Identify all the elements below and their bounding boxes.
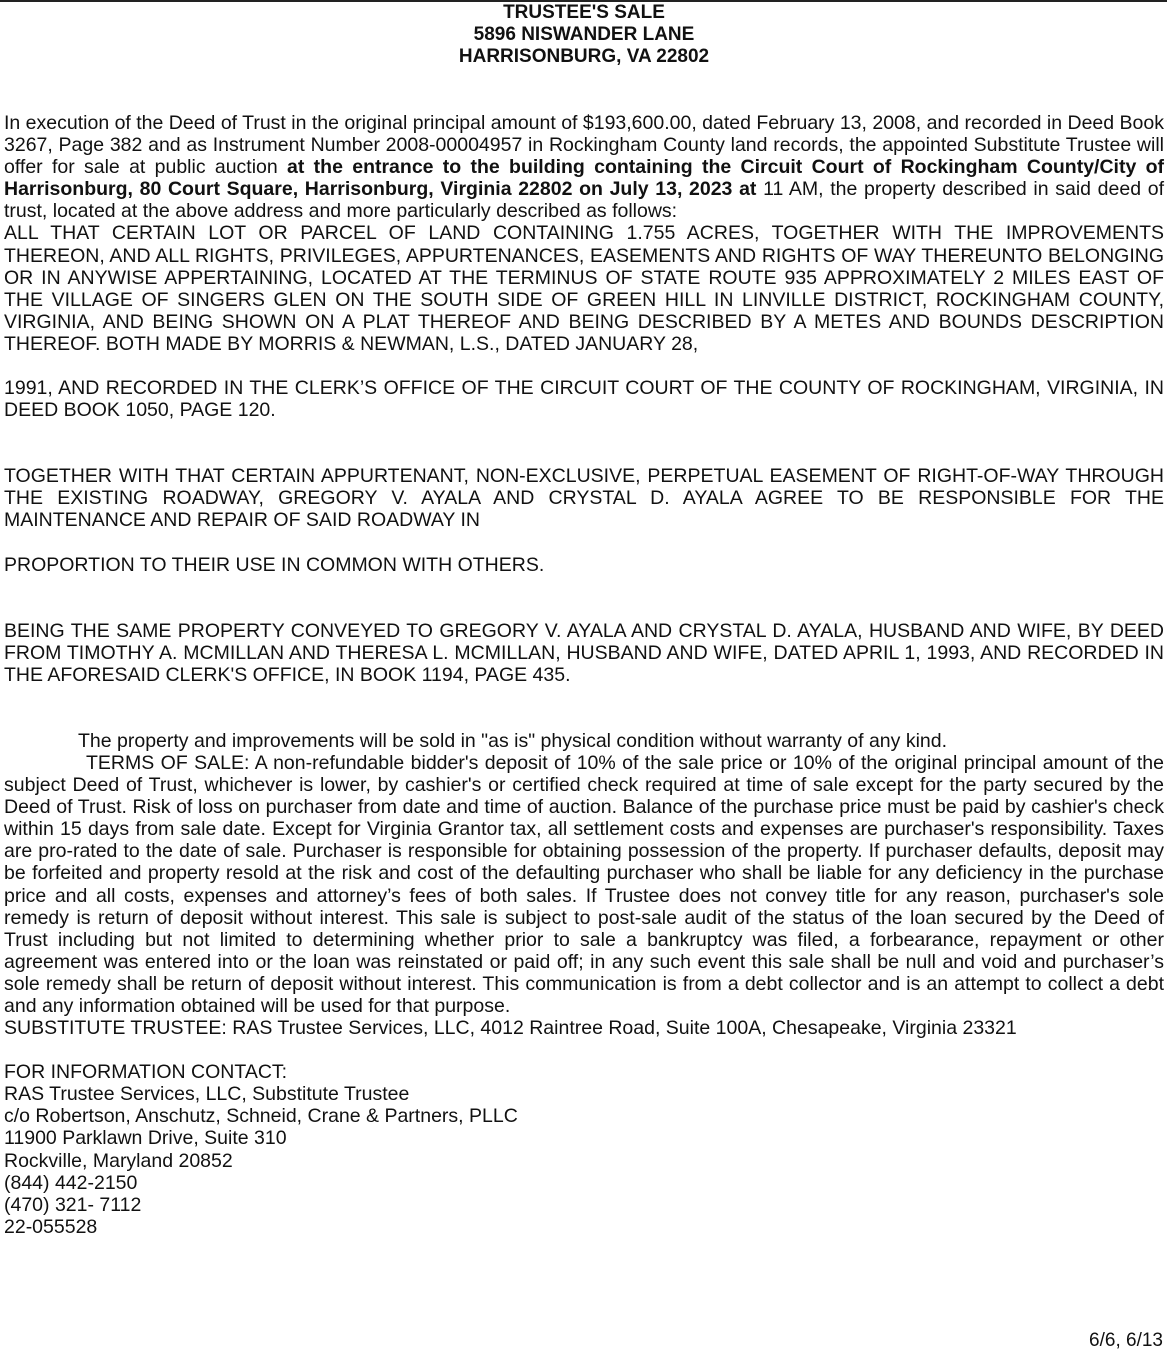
intro-paragraph [4,112,1164,222]
contact-street: 11900 Parklawn Drive, Suite 310 [4,1127,287,1150]
contact-city: Rockville, Maryland 20852 [4,1149,233,1172]
heading-title: TRUSTEE'S SALE [503,2,665,23]
notice-heading [4,2,1164,68]
terms-of-sale: TERMS OF SALE: A non-refundable bidder's deposit of 10% of the sale price or 10% of the original principal amount of the subject Deed of Trust, whichever is lower, by cashier's or certified check required at time of sale except for the party secured by the Deed of Trust. Risk of loss on purchaser from date and time of auction. Balance of the purchase price must be paid by cashier's check within 15 days from sale date. Except for Virginia Grantor tax, all settlement costs and expenses are purchaser's responsibility. Taxes are pro-rated to the date of sale. Purchaser is responsible for obtaining possession of the property. If purchaser defaults, deposit may be forfeited and property resold at the risk and cost of the defaulting purchaser who shall be liable for any deficiency in the purchase price and all costs, expenses and attorney’s fees of both sales. If Trustee does not convey title for any reason, purchaser's sole remedy is return of deposit without interest. This sale is subject to post-sale audit of the status of the loan secured by the Deed of Trust including but not limited to determining whether prior to sale a bankruptcy was filed, a forbearance, repayment or other agreement was entered into or the loan was reinstated or paid off; in any such event this sale shall be null and void and purchaser’s sole remedy shall be return of deposit without interest. This communication is from a debt collector and is an attempt to collect a debt and any information obtained will be used for that purpose. [4,751,1164,1017]
intro-sale-location: at the entrance to the building containing the Circuit Court of Rockingham County/City of Harrisonburg, 80 Court Square, Harrisonburg, Virginia 22802 on July 13, 2023 at [4,156,1164,201]
heading-city: HARRISONBURG, VA 22802 [458,46,710,67]
notice-page [4,0,1164,1238]
publication-dates: 6/6, 6/13 [1089,1330,1163,1351]
heading-street: 5896 NISWANDER LANE [473,24,695,45]
contact-care-of: c/o Robertson, Anschutz, Schneid, Crane & Partners, PLLC [4,1105,518,1128]
legal-description-2: 1991, AND RECORDED IN THE CLERK’S OFFICE OF THE CIRCUIT COURT OF THE COUNTY OF ROCKINGHAM, VIRGINIA, IN DEED BOOK 1050, PAGE 120. [4,377,1164,422]
conveyance-paragraph: BEING THE SAME PROPERTY CONVEYED TO GREGORY V. AYALA AND CRYSTAL D. AYALA, HUSBAND AND WIFE, BY DEED FROM TIMOTHY A. MCMILLAN AND THERESA L. MCMILLAN, HUSBAND AND WIFE, DATED APRIL 1, 1993, AND RECORDED IN THE AFORESAID CLERK'S OFFICE, IN BOOK 1194, PAGE 435. [4,619,1164,686]
intro-text-1: In execution of the Deed of Trust in the original principal amount of $193,600.00, dated February 13, 2008, and recorded in Deed Book 3267, Page 382 and as Instrument Number 2008-00004957 in Rockingham County land records, the appointed Substitute Trustee will offer for sale at public auction [4,112,1164,179]
contact-block [4,1061,1164,1238]
contact-company: RAS Trustee Services, LLC, Substitute Trustee [4,1083,410,1106]
easement-paragraph: TOGETHER WITH THAT CERTAIN APPURTENANT, NON-EXCLUSIVE, PERPETUAL EASEMENT OF RIGHT-OF-WAY THROUGH THE EXISTING ROADWAY, GREGORY V. AYALA AND CRYSTAL D. AYALA AGREE TO BE RESPONSIBLE FOR THE MAINTENANCE AND REPAIR OF SAID ROADWAY IN [4,465,1164,532]
substitute-trustee: SUBSTITUTE TRUSTEE: RAS Trustee Services, LLC, 4012 Raintree Road, Suite 100A, Chesapeake, Virginia 23321 [4,1017,1017,1040]
intro-text-2: 11 AM, the property described in said deed of trust, located at the above address and more particularly described as follows: [4,178,1164,223]
legal-description-1: ALL THAT CERTAIN LOT OR PARCEL OF LAND CONTAINING 1.755 ACRES, TOGETHER WITH THE IMPROVEMENTS THEREON, AND ALL RIGHTS, PRIVILEGES, APPURTENANCES, EASEMENTS AND RIGHTS OF WAY THEREUNTO BELONGING OR IN ANYWISE APPERTAINING, LOCATED AT THE TERMINUS OF STATE ROUTE 935 APPROXIMATELY 2 MILES EAST OF THE VILLAGE OF SINGERS GLEN ON THE SOUTH SIDE OF GREEN HILL IN LINVILLE DISTRICT, ROCKINGHAM COUNTY, VIRGINIA, AND BEING SHOWN ON A PLAT THEREOF AND BEING DESCRIBED BY A METES AND BOUNDS DESCRIPTION THEREOF. BOTH MADE BY MORRIS & NEWMAN, L.S., DATED JANUARY 28, [4,222,1164,355]
easement-paragraph-2: PROPORTION TO THEIR USE IN COMMON WITH OTHERS. [4,553,545,576]
contact-phone-2: (470) 321- 7112 [4,1193,142,1216]
contact-label: FOR INFORMATION CONTACT: [4,1061,288,1084]
as-is-statement: The property and improvements will be sold in "as is" physical condition without warranty of any kind. [78,729,948,752]
contact-phone-1: (844) 442-2150 [4,1171,138,1194]
reference-number: 22-055528 [4,1215,98,1238]
